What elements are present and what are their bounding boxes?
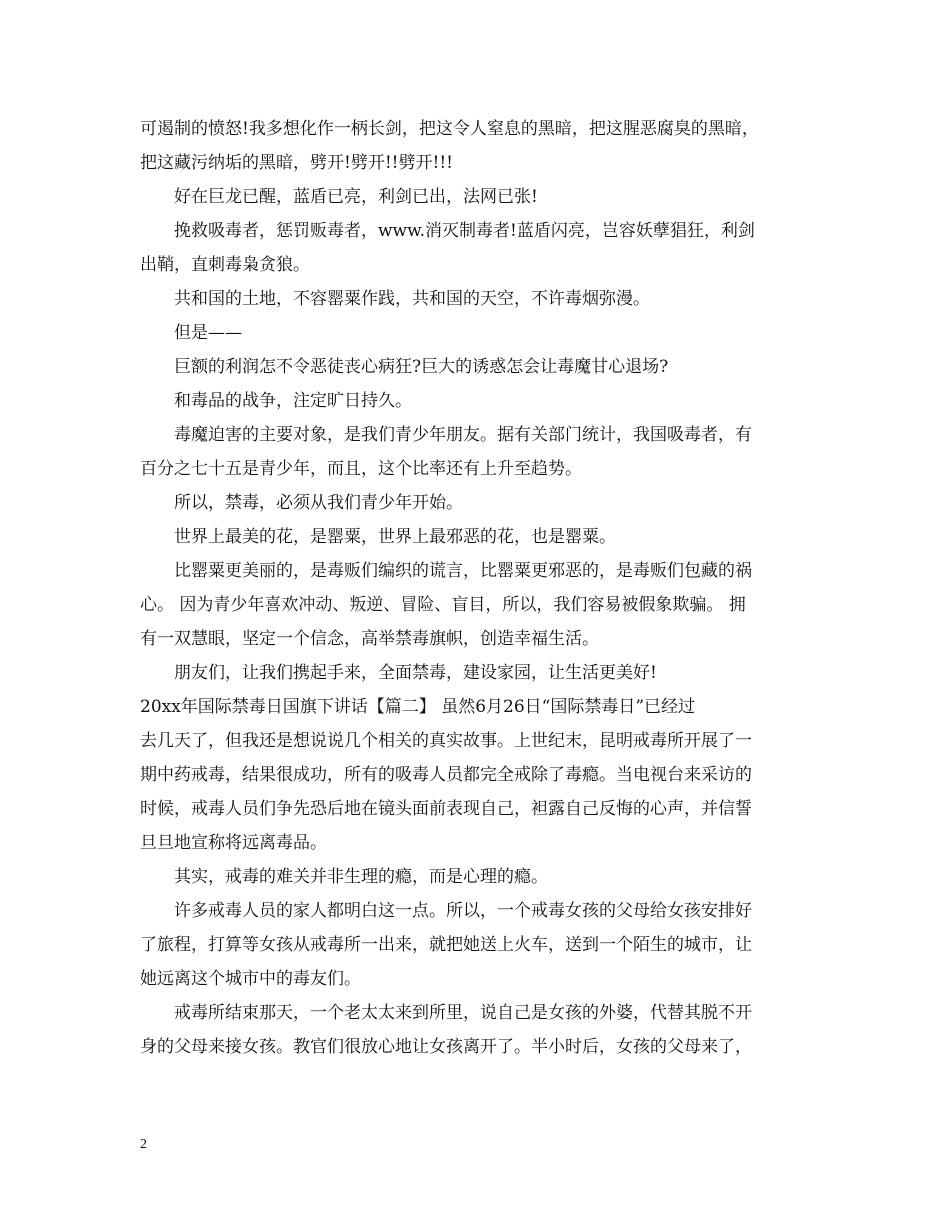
document-body [140, 112, 820, 1064]
text-line: 许多戒毒人员的家人都明白这一点。所以，一个戒毒女孩的父母给女孩安排好 [174, 901, 752, 921]
text-line: 比罂粟更美丽的，是毒贩们编织的谎言，比罂粟更邪恶的，是毒贩们包藏的祸 [174, 561, 752, 581]
text-line: 把这藏污纳垢的黑暗，劈开!劈开!!劈开!!! [140, 153, 453, 173]
page-number: 2 [140, 1137, 147, 1152]
text-line: 但是—— [174, 323, 242, 343]
text-line: 期中药戒毒，结果很成功，所有的吸毒人员都完全戒除了毒瘾。当电视台来采访的 [140, 765, 752, 785]
section-heading-line: 20xx年国际禁毒日国旗下讲话【篇二】 虽然6月26日“国际禁毒日”已经过 [140, 697, 696, 717]
text-line: 心。 因为青少年喜欢冲动、叛逆、冒险、盲目，所以，我们容易被假象欺骗。 拥 [140, 595, 746, 615]
text-line: 世界上最美的花，是罂粟，世界上最邪恶的花，也是罂粟。 [174, 527, 616, 547]
text-line: 旦旦地宣称将远离毒品。 [140, 833, 327, 853]
text-line: 出鞘，直刺毒枭贪狼。 [140, 255, 310, 275]
text-line: 共和国的土地，不容罂粟作践，共和国的天空，不许毒烟弥漫。 [174, 289, 650, 309]
text-line: 她远离这个城市中的毒友们。 [140, 969, 361, 989]
text-line: 了旅程，打算等女孩从戒毒所一出来，就把她送上火车，送到一个陌生的城市，让 [140, 935, 752, 955]
text-line: 有一双慧眼，坚定一个信念，高举禁毒旗帜，创造幸福生活。 [140, 629, 599, 649]
text-line: 巨额的利润怎不令恶徒丧心病狂?巨大的诱惑怎会让毒魔甘心退场? [174, 357, 669, 377]
text-line: 和毒品的战争，注定旷日持久。 [174, 391, 412, 411]
text-line: 百分之七十五是青少年，而且，这个比率还有上升至趋势。 [140, 459, 582, 479]
text-line: 时候，戒毒人员们争先恐后地在镜头面前表现自己，袒露自己反悔的心声，并信誓 [140, 799, 752, 819]
text-line: 身的父母来接女孩。教官们很放心地让女孩离开了。半小时后，女孩的父母来了， [140, 1037, 752, 1057]
text-line: 好在巨龙已醒，蓝盾已亮，利剑已出，法网已张! [174, 187, 538, 207]
text-line: 挽救吸毒者，惩罚贩毒者，www.消灭制毒者!蓝盾闪亮，岂容妖孽猖狂，利剑 [174, 221, 755, 241]
text-line: 其实，戒毒的难关并非生理的瘾，而是心理的瘾。 [174, 867, 548, 887]
text-line: 可遏制的愤怒!我多想化作一柄长剑，把这令人窒息的黑暗，把这腥恶腐臭的黑暗， [140, 119, 759, 139]
text-line: 朋友们，让我们携起手来，全面禁毒，建设家园，让生活更美好! [174, 663, 657, 683]
text-line: 所以，禁毒，必须从我们青少年开始。 [174, 493, 463, 513]
text-line: 去几天了，但我还是想说说几个相关的真实故事。上世纪末，昆明戒毒所开展了一 [140, 731, 752, 751]
text-line: 毒魔迫害的主要对象，是我们青少年朋友。据有关部门统计，我国吸毒者，有 [174, 425, 752, 445]
text-line: 戒毒所结束那天，一个老太太来到所里，说自己是女孩的外婆，代替其脱不开 [174, 1003, 752, 1023]
